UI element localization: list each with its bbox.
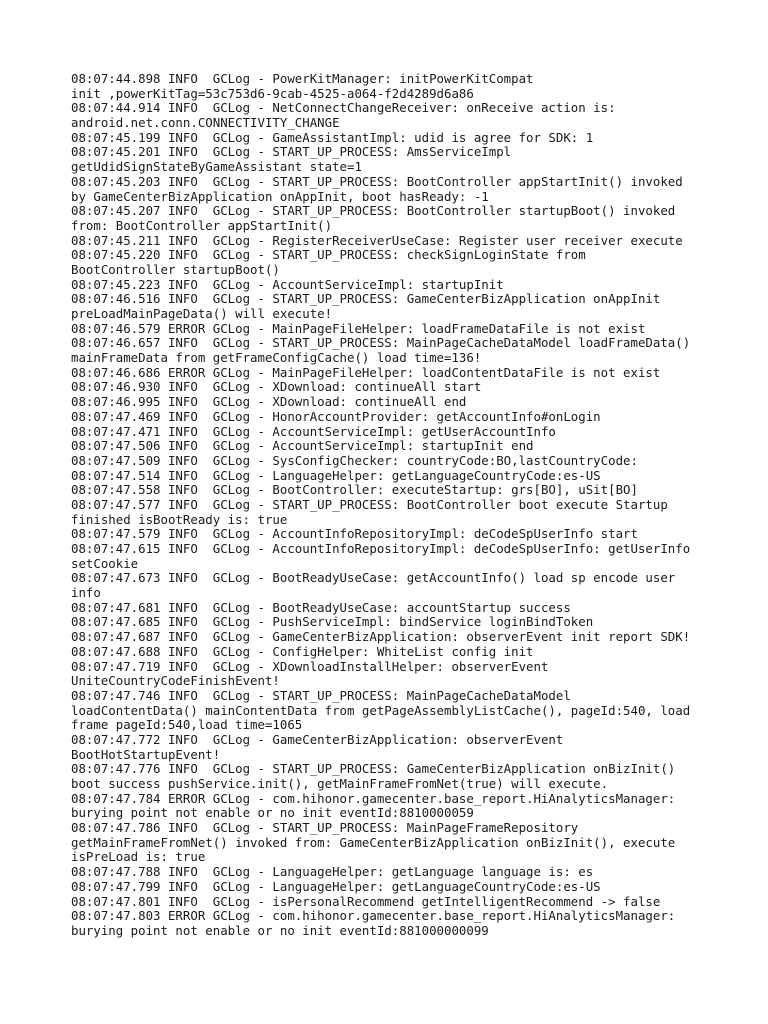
log-line: 08:07:45.211 INFO GCLog - RegisterReceiverUseCase: Register user receiver execute [71,232,683,248]
log-line: isPreLoad is: true [71,849,206,865]
log-line: 08:07:47.687 INFO GCLog - GameCenterBizApplication: observerEvent init report SDK! [71,629,691,645]
log-line: 08:07:47.577 INFO GCLog - START_UP_PROCESS: BootController boot execute Startup [71,496,668,512]
log-line: by GameCenterBizApplication onAppInit, boot hasReady: -1 [71,188,489,204]
log-line: 08:07:47.803 ERROR GCLog - com.hihonor.gamecenter.base_report.HiAnalyticsManager: [71,908,676,924]
log-line: BootController startupBoot() [71,261,280,277]
log-line: 08:07:46.995 INFO GCLog - XDownload: continueAll end [71,394,467,410]
log-line: loadContentData() mainContentData from getPageAssemblyListCache(), pageId:540, load [71,702,691,718]
log-line: 08:07:47.514 INFO GCLog - LanguageHelper: getLanguageCountryCode:es-US [71,467,601,483]
log-line: boot success pushService.init(), getMainFrameFromNet(true) will execute. [71,776,609,791]
log-line: 08:07:47.579 INFO GCLog - AccountInfoRepositoryImpl: deCodeSpUserInfo start [71,526,638,542]
log-line: 08:07:47.801 INFO GCLog - isPersonalRecommend getIntelligentRecommend -> false [71,893,661,909]
log-line: 08:07:44.914 INFO GCLog - NetConnectChangeReceiver: onReceive action is: [71,100,616,116]
log-line: 08:07:47.786 INFO GCLog - START_UP_PROCESS: MainPageFrameRepository [71,820,579,836]
log-line: 08:07:45.201 INFO GCLog - START_UP_PROCESS: AmsServiceImpl [71,144,512,160]
log-line: setCookie [71,555,139,571]
log-line: 08:07:47.509 INFO GCLog - SysConfigChecker: countryCode:BO,lastCountryCode: [71,452,638,468]
log-line: 08:07:46.579 ERROR GCLog - MainPageFileHelper: loadFrameDataFile is not exist [71,320,646,336]
log-line: 08:07:46.686 ERROR GCLog - MainPageFileHelper: loadContentDataFile is not exist [71,364,661,380]
log-line: 08:07:44.898 INFO GCLog - PowerKitManager: initPowerKitCompat [71,71,534,86]
log-line: frame pageId:540,load time=1065 [71,717,303,733]
log-line: 08:07:47.746 INFO GCLog - START_UP_PROCESS: MainPageCacheDataModel [71,687,571,703]
log-line: UniteCountryCodeFinishEvent! [71,673,280,689]
log-text-block [71,72,711,939]
log-line: 08:07:47.784 ERROR GCLog - com.hihonor.gamecenter.base_report.HiAnalyticsManager: [71,790,676,806]
log-line: 08:07:45.223 INFO GCLog - AccountServiceImpl: startupInit [71,276,504,292]
log-line: 08:07:47.772 INFO GCLog - GameCenterBizApplication: observerEvent [71,731,564,747]
log-line: 08:07:47.469 INFO GCLog - HonorAccountProvider: getAccountInfo#onLogin [71,408,601,424]
log-line: preLoadMainPageData() will execute! [71,306,333,321]
log-line: 08:07:47.688 INFO GCLog - ConfigHelper: WhiteList config init [71,643,534,659]
log-line: 08:07:47.673 INFO GCLog - BootReadyUseCase: getAccountInfo() load sp encode user [71,570,676,586]
log-line: 08:07:47.506 INFO GCLog - AccountServiceImpl: startupInit end [71,438,534,454]
log-line: 08:07:45.207 INFO GCLog - START_UP_PROCESS: BootController startupBoot() invoked [71,203,676,219]
log-line: mainFrameData from getFrameConfigCache() load time=136! [71,350,482,366]
log-line: 08:07:46.930 INFO GCLog - XDownload: continueAll start [71,379,482,395]
log-line: init ,powerKitTag=53c753d6-9cab-4525-a064-f2d4289d6a86 [71,85,474,101]
log-line: 08:07:45.203 INFO GCLog - START_UP_PROCESS: BootController appStartInit() invoked [71,173,683,189]
log-line: 08:07:47.681 INFO GCLog - BootReadyUseCase: accountStartup success [71,599,571,615]
log-line: 08:07:45.199 INFO GCLog - GameAssistantImpl: udid is agree for SDK: 1 [71,129,594,145]
log-line: 08:07:47.799 INFO GCLog - LanguageHelper: getLanguageCountryCode:es-US [71,878,601,894]
log-line: 08:07:47.776 INFO GCLog - START_UP_PROCESS: GameCenterBizApplication onBizInit() [71,761,676,777]
log-line: 08:07:47.788 INFO GCLog - LanguageHelper: getLanguage language is: es [71,864,594,880]
log-line: burying point not enable or no init eventId:8810000059 [71,805,474,821]
log-line: getMainFrameFromNet() invoked from: GameCenterBizApplication onBizInit(), execute [71,834,676,850]
log-line: 08:07:45.220 INFO GCLog - START_UP_PROCESS: checkSignLoginState from [71,247,586,263]
log-line: 08:07:47.558 INFO GCLog - BootController: executeStartup: grs[BO], uSit[BO] [71,482,638,498]
log-line: 08:07:47.719 INFO GCLog - XDownloadInstallHelper: observerEvent [71,658,549,674]
log-line: 08:07:46.657 INFO GCLog - START_UP_PROCESS: MainPageCacheDataModel loadFrameData() [71,335,691,351]
log-line: 08:07:47.471 INFO GCLog - AccountServiceImpl: getUserAccountInfo [71,423,556,439]
log-line: 08:07:47.615 INFO GCLog - AccountInfoRepositoryImpl: deCodeSpUserInfo: getUserInfo [71,541,691,556]
log-line: info [71,585,101,601]
log-line: burying point not enable or no init eventId:881000000099 [71,922,489,938]
log-line: from: BootController appStartInit() [71,217,333,233]
log-line: android.net.conn.CONNECTIVITY_CHANGE [71,115,340,131]
log-line: getUdidSignStateByGameAssistant state=1 [71,159,362,175]
log-line: finished isBootReady is: true [71,511,288,527]
log-line: BootHotStartupEvent! [71,746,221,762]
log-line: 08:07:47.685 INFO GCLog - PushServiceImpl: bindService loginBindToken [71,614,594,630]
log-line: 08:07:46.516 INFO GCLog - START_UP_PROCESS: GameCenterBizApplication onAppInit [71,291,661,307]
